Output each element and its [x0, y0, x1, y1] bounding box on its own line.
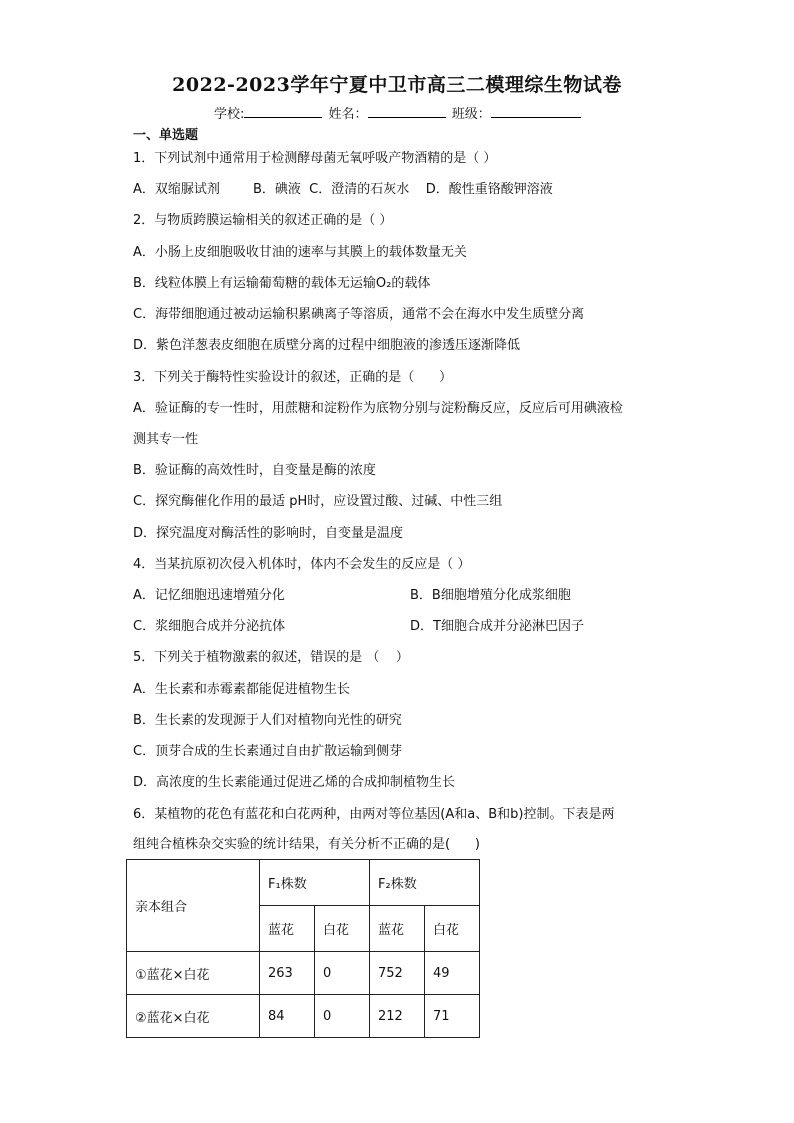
question-3-stem: 3．下列关于酶特性实验设计的叙述，正确的是（ ） — [133, 370, 453, 385]
question-5-option-a: A．生长素和赤霉素都能促进植物生长 — [133, 682, 350, 697]
question-4-option-b: B．B细胞增殖分化成浆细胞 — [410, 588, 571, 603]
question-3-option-a-cont: 测其专一性 — [133, 432, 199, 447]
row-combo: ①蓝花×白花 — [127, 952, 260, 995]
row-combo: ②蓝花×白花 — [127, 995, 260, 1038]
table-row — [127, 995, 480, 1038]
row-f2-blue: 212 — [370, 995, 425, 1038]
header-f1-blue: 蓝花 — [260, 906, 315, 952]
school-label: 学校: — [214, 107, 245, 122]
header-f2-blue: 蓝花 — [370, 906, 425, 952]
row-f2-white: 49 — [425, 952, 480, 995]
cross-results-table — [126, 859, 480, 1038]
question-2-stem: 2．与物质跨膜运输相关的叙述正确的是（ ） — [133, 213, 393, 228]
section-heading: 一、单选题 — [133, 128, 199, 143]
question-3-option-a: A．验证酶的专一性时，用蔗糖和淀粉作为底物分别与淀粉酶反应，反应后可用碘液检 — [133, 401, 623, 416]
name-field[interactable] — [368, 104, 446, 118]
row-f1-white: 0 — [315, 952, 370, 995]
page-title: 2022-2023学年宁夏中卫市高三二模理综生物试卷 — [172, 74, 622, 96]
question-2-option-c: C．海带细胞通过被动运输积累碘离子等溶质，通常不会在海水中发生质壁分离 — [133, 307, 585, 322]
question-3-option-d: D．探究温度对酶活性的影响时，自变量是温度 — [133, 526, 404, 541]
class-label: 班级： — [451, 107, 491, 122]
question-4-option-d: D．T细胞合成并分泌淋巴因子 — [410, 619, 584, 634]
question-1-options: A．双缩脲试剂 B．碘液 C．澄清的石灰水 D．酸性重铬酸钾溶液 — [133, 182, 553, 197]
question-4-option-c: C．浆细胞合成并分泌抗体 — [133, 619, 286, 634]
question-2-option-a: A．小肠上皮细胞吸收甘油的速率与其膜上的载体数量无关 — [133, 245, 467, 260]
table-row — [127, 952, 480, 995]
row-f1-blue: 84 — [260, 995, 315, 1038]
question-3-option-b: B．验证酶的高效性时，自变量是酶的浓度 — [133, 463, 376, 478]
header-f1-white: 白花 — [315, 906, 370, 952]
question-3-option-c: C．探究酶催化作用的最适 pH时，应设置过酸、过碱、中性三组 — [133, 494, 503, 509]
row-f2-white: 71 — [425, 995, 480, 1038]
question-2-option-d: D．紫色洋葱表皮细胞在质壁分离的过程中细胞液的渗透压逐渐降低 — [133, 338, 521, 353]
question-4-option-a: A．记忆细胞迅速增殖分化 — [133, 588, 285, 603]
header-f1: F₁株数 — [260, 860, 370, 906]
question-1-stem: 1．下列试剂中通常用于检测酵母菌无氧呼吸产物酒精的是（ ） — [133, 151, 497, 166]
question-5-stem: 5．下列关于植物激素的叙述，错误的是 （ ） — [133, 650, 409, 665]
table-header-row — [127, 860, 480, 906]
class-field[interactable] — [491, 104, 581, 118]
question-5-option-b: B．生长素的发现源于人们对植物向光性的研究 — [133, 713, 402, 728]
row-f1-white: 0 — [315, 995, 370, 1038]
school-field[interactable] — [244, 104, 322, 118]
question-5-option-c: C．顶芽合成的生长素通过自由扩散运输到侧芽 — [133, 744, 403, 759]
header-f2-white: 白花 — [425, 906, 480, 952]
student-info-line — [214, 103, 583, 122]
name-label: 姓名： — [328, 107, 368, 122]
question-6-stem: 6．某植物的花色有蓝花和白花两种，由两对等位基因(A和a、B和b)控制。下表是两 — [133, 807, 615, 822]
row-f2-blue: 752 — [370, 952, 425, 995]
question-5-option-d: D．高浓度的生长素能通过促进乙烯的合成抑制植物生长 — [133, 775, 456, 790]
header-parent-combo: 亲本组合 — [127, 860, 260, 952]
question-6-stem-cont: 组纯合植株杂交实验的统计结果，有关分析不正确的是( ) — [133, 837, 480, 852]
header-f2: F₂株数 — [370, 860, 480, 906]
row-f1-blue: 263 — [260, 952, 315, 995]
question-4-stem: 4．当某抗原初次侵入机体时，体内不会发生的反应是（ ） — [133, 557, 471, 572]
question-2-option-b: B．线粒体膜上有运输葡萄糖的载体无运输O₂的载体 — [133, 276, 431, 291]
